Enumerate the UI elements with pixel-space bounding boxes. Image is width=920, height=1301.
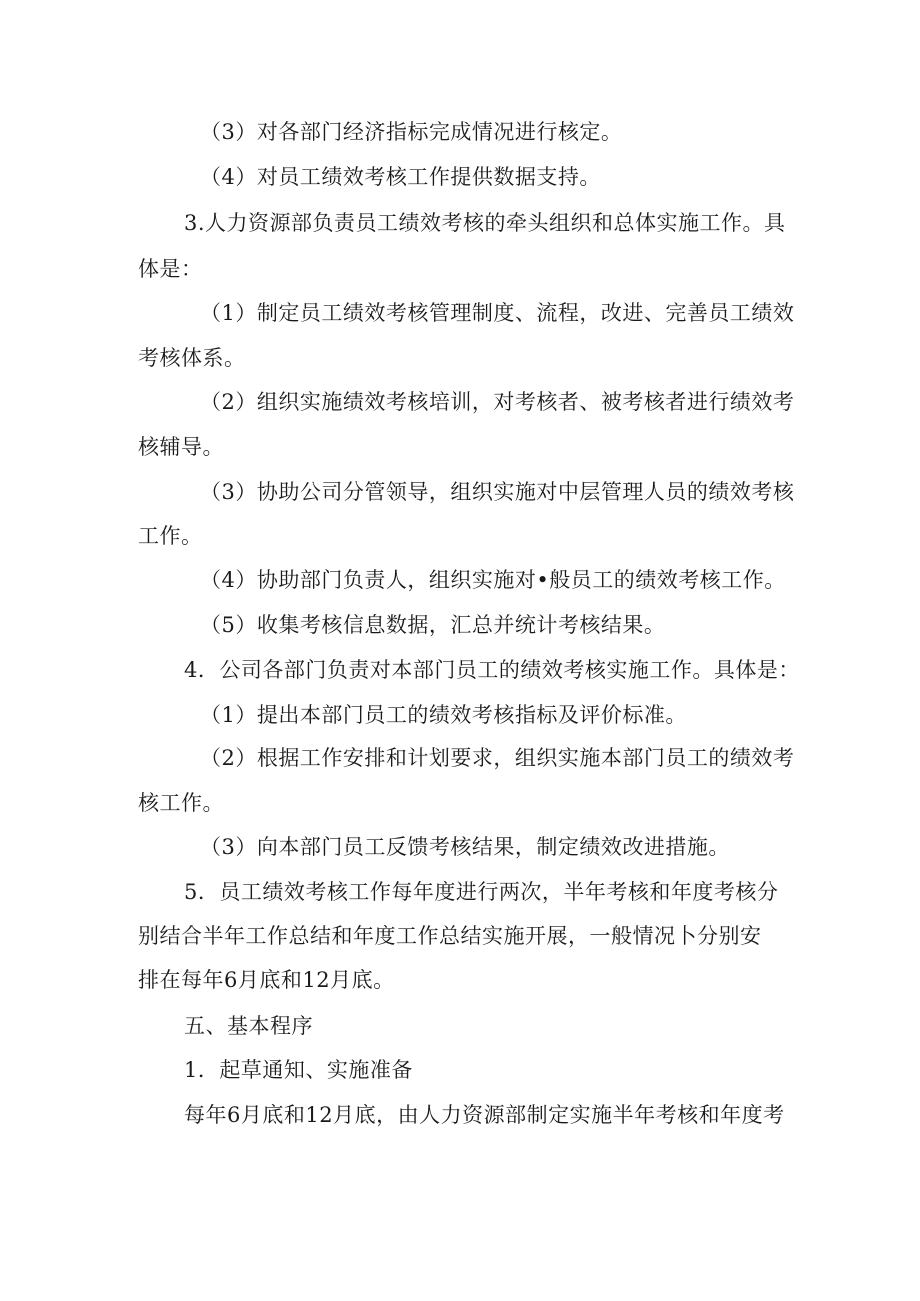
text-line: （5）收集考核信息数据，汇总并统计考核结果。 [200, 613, 666, 637]
text-line: 别结合半年工作总结和年度工作总结实施开展，一般情况卜分别安 [138, 924, 762, 948]
text-line: （2）根据工作安排和计划要求，组织实施本部门员工的绩效考 [200, 746, 795, 770]
text-line: （4）协助部门负责人，组织实施对•般员工的绩效考核工作。 [200, 568, 786, 592]
text-line: （3）向本部门员工反馈考核结果，制定绩效改进措施。 [200, 835, 730, 859]
text-line: 排在每年6月底和12月底。 [138, 968, 395, 992]
text-line: （3）协助公司分管领导，组织实施对中层管理人员的绩效考核 [200, 480, 795, 504]
text-line: （1）制定员工绩效考核管理制度、流程，改进、完善员工绩效 [200, 301, 795, 325]
text-line: 核工作。 [138, 791, 224, 815]
text-line: 考核体系。 [138, 346, 246, 370]
text-line: 核辅导。 [138, 435, 224, 459]
text-line: 工作。 [138, 524, 203, 548]
text-line: 4．公司各部门负责对本部门员工的绩效考核实施工作。具体是： [184, 658, 800, 682]
text-line: 每年6月底和12月底，由人力资源部制定实施半年考核和年度考 [184, 1103, 785, 1127]
text-line: （2）组织实施绩效考核培训，对考核者、被考核者进行绩效考 [200, 390, 795, 414]
text-line: 3.人力资源部负责员工绩效考核的牵头组织和总体实施工作。具 [184, 211, 786, 235]
text-line: （1）提出本部门员工的绩效考核指标及评价标准。 [200, 703, 687, 727]
text-line: 体是： [138, 257, 203, 281]
subsection-heading: 1．起草通知、实施准备 [184, 1058, 413, 1082]
text-line: 5．员工绩效考核工作每年度进行两次，半年考核和年度考核分 [184, 880, 779, 904]
section-heading: 五、基本程序 [184, 1014, 313, 1038]
text-line: （3）对各部门经济指标完成情况进行核定。 [200, 120, 623, 144]
text-line: （4）对员工绩效考核工作提供数据支持。 [200, 165, 601, 189]
